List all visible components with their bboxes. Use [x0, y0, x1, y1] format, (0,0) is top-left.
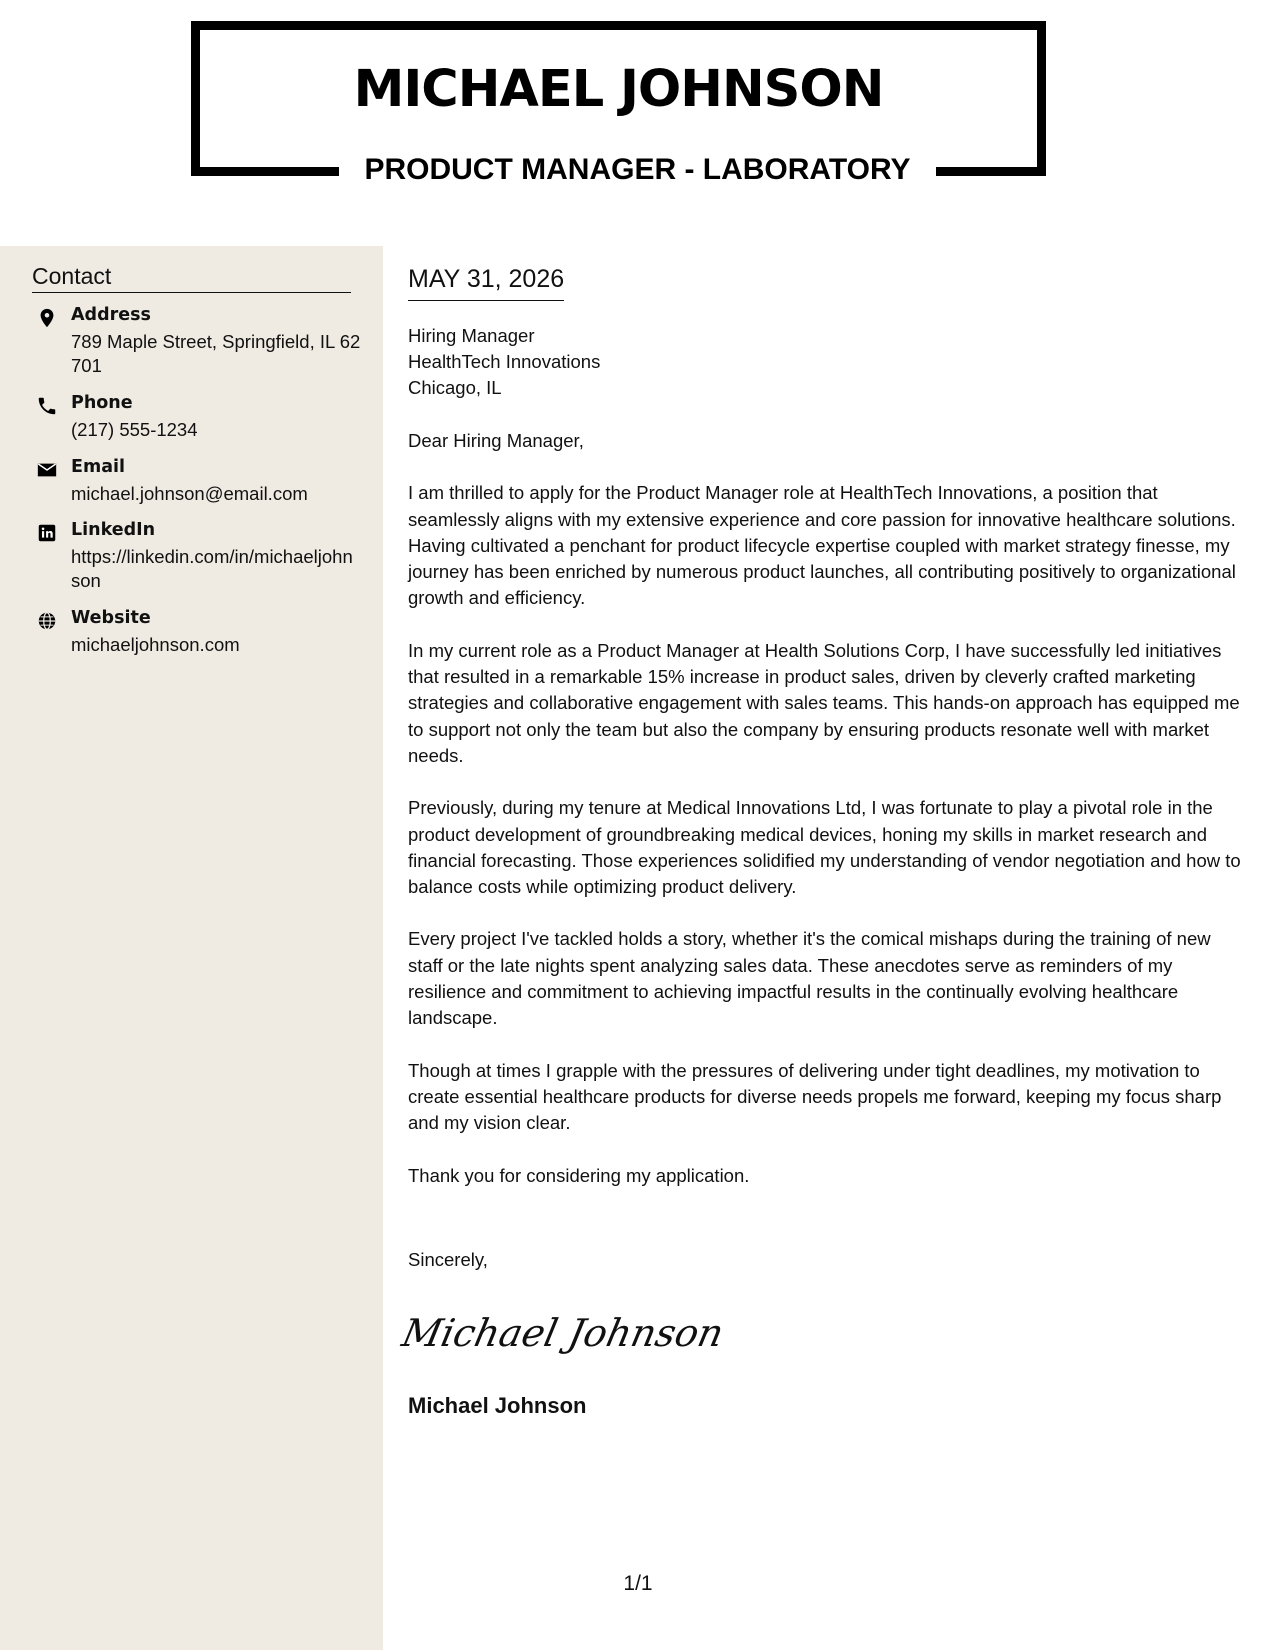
- paragraph: In my current role as a Product Manager at Health Solutions Corp, I have successfully led initiatives that resulted in a remarkable 15% increase in product sales, driven by cleverly crafted marketing strategies and collaborative engagement with sales teams. This hands-on approach has equipped me to support not only the team but also the company by ensuring products resonate well with market needs.: [408, 639, 1240, 766]
- page-number: 1/1: [623, 1572, 653, 1595]
- recipient-block: [408, 323, 600, 401]
- header-frame-bottom-right: [936, 167, 1046, 176]
- contact-label: Address: [71, 305, 151, 325]
- contact-label: Phone: [71, 393, 133, 413]
- linkedin-icon: [36, 522, 58, 544]
- contact-value: (217) 555-1234: [71, 419, 198, 440]
- contact-sidebar: [0, 246, 383, 1650]
- contact-value: 789 Maple Street, Springfield, IL 62701: [71, 331, 361, 376]
- job-title: PRODUCT MANAGER - LABORATORY: [364, 153, 911, 186]
- map-pin-icon: [36, 307, 58, 329]
- phone-icon: [36, 395, 58, 417]
- paragraph: I am thrilled to apply for the Product Manager role at HealthTech Innovations, a position that seamlessly aligns with my extensive experience and core passion for innovative healthcare solutions. Having cultivated a penchant for product lifecycle expertise coupled with market strategy finesse, my journey has been enriched by numerous product launches, all contributing positively to organizational growth and efficiency.: [408, 482, 1236, 609]
- salutation: Dear Hiring Manager,: [408, 430, 584, 451]
- contact-label: LinkedIn: [71, 520, 156, 540]
- letter-date: MAY 31, 2026: [408, 265, 564, 301]
- signature-glyphs: Michael Johnson: [398, 1311, 728, 1356]
- recipient-line: HealthTech Innovations: [408, 351, 601, 372]
- letter-body: [408, 428, 1243, 1215]
- envelope-icon: [36, 459, 58, 481]
- recipient-line: Chicago, IL: [408, 377, 502, 398]
- recipient-line: Hiring Manager: [408, 325, 535, 346]
- contact-value[interactable]: https://linkedin.com/in/michaeljohnson: [71, 546, 353, 591]
- contact-label: Email: [71, 457, 125, 477]
- contact-label: Website: [71, 608, 151, 628]
- contact-value[interactable]: michaeljohnson.com: [71, 634, 240, 655]
- paragraph: Though at times I grapple with the pressures of delivering under tight deadlines, my motivation to create essential healthcare products for diverse needs propels me forward, keeping my focus sharp and my vision clear.: [408, 1059, 1222, 1134]
- applicant-name: MICHAEL JOHNSON: [353, 60, 884, 119]
- globe-icon: [36, 610, 58, 632]
- paragraph: Thank you for considering my application.: [408, 1164, 750, 1186]
- closing: Sincerely,: [408, 1249, 488, 1270]
- handwritten-signature: [398, 1300, 728, 1365]
- signed-name: Michael Johnson: [408, 1393, 587, 1418]
- paragraph: Previously, during my tenure at Medical Innovations Ltd, I was fortunate to play a pivotal role in the product development of groundbreaking medical devices, honing my skills in market research and financial forecasting. Those experiences solidified my understanding of vendor negotiation and how to balance costs while optimizing product delivery.: [408, 797, 1241, 898]
- contact-heading: Contact: [32, 263, 351, 293]
- paragraph: Every project I've tackled holds a story, whether it's the comical mishaps during the training of new staff or the late nights spent analyzing sales data. These anecdotes serve as reminders of my resilience and commitment to achieving impactful results in the continually evolving healthcare landscape.: [408, 928, 1211, 1029]
- contact-value: michael.johnson@email.com: [71, 483, 308, 504]
- header-frame-bottom-left: [191, 167, 339, 176]
